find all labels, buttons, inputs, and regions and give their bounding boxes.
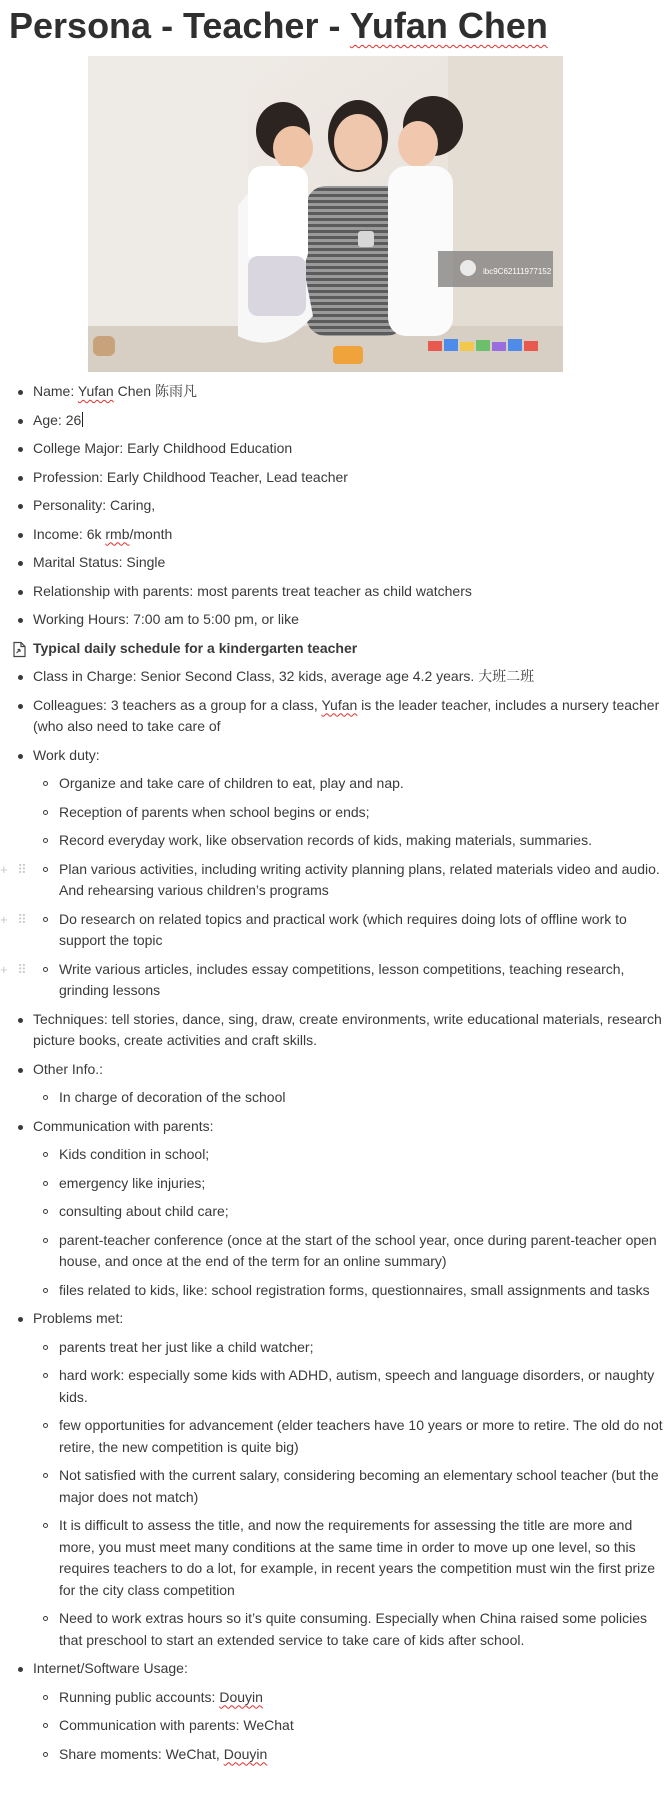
- page-link-icon: [11, 641, 28, 658]
- sub-item-problem-4: Not satisfied with the current salary, considering becoming an elementary school teacher (but the major does not match): [0, 1462, 665, 1512]
- drag-handle-icon[interactable]: + ⠿: [0, 861, 30, 877]
- teacher-photo: [88, 56, 563, 372]
- sub-item-problem-1: parents treat her just like a child watcher;: [0, 1334, 665, 1363]
- list-item-other-info: Other Info.:: [0, 1056, 665, 1085]
- sub-item-comm-1: Kids condition in school;: [0, 1141, 665, 1170]
- list-item-hours: Working Hours: 7:00 am to 5:00 pm, or like: [0, 606, 665, 635]
- sub-item-comm-4: parent-teacher conference (once at the start of the school year, once during parent-teacher open house, and once at the end of the term for an online summary): [0, 1227, 665, 1277]
- list-item-work-duty: Work duty:: [0, 742, 665, 771]
- list-item-income: Income: 6k rmb/month: [0, 521, 665, 550]
- sub-item-duty-2: Reception of parents when school begins or ends;: [0, 799, 665, 828]
- sub-item-software-3: Share moments: WeChat, Douyin: [0, 1741, 665, 1770]
- list-item-age[interactable]: Age: 26: [0, 407, 665, 436]
- list-item-relationship: Relationship with parents: most parents treat teacher as child watchers: [0, 578, 665, 607]
- sub-item-other-1: In charge of decoration of the school: [0, 1084, 665, 1113]
- list-item-class: Class in Charge: Senior Second Class, 32 kids, average age 4.2 years. 大班二班: [0, 663, 665, 692]
- sub-item-duty-1: Organize and take care of children to eat, play and nap.: [0, 770, 665, 799]
- photo-watermark: ibc9C62111977152: [483, 267, 552, 276]
- sub-item-problem-2: hard work: especially some kids with ADHD, autism, speech and language disorders, or naughty kids.: [0, 1362, 665, 1412]
- list-item-name: Name: Yufan Chen 陈雨凡: [0, 378, 665, 407]
- drag-handle-icon[interactable]: + ⠿: [0, 961, 30, 977]
- list-item-techniques: Techniques: tell stories, dance, sing, draw, create environments, write educational materials, research picture books, create activities and craft skills.: [0, 1006, 665, 1056]
- page-title-prefix: Persona - Teacher -: [9, 5, 350, 46]
- schedule-page-link[interactable]: [0, 635, 665, 664]
- page-title-name: Yufan Chen: [349, 5, 548, 46]
- teacher-with-children-photo-icon: [88, 56, 563, 372]
- sub-item-duty-3: Record everyday work, like observation records of kids, making materials, summaries.: [0, 827, 665, 856]
- list-item-software: Internet/Software Usage:: [0, 1655, 665, 1684]
- sub-item-software-1: Running public accounts: Douyin: [0, 1684, 665, 1713]
- sub-item-software-2: Communication with parents: WeChat: [0, 1712, 665, 1741]
- page-title: [9, 2, 548, 50]
- text-caret: [82, 412, 83, 427]
- sub-item-problem-6: Need to work extras hours so it’s quite consuming. Especially when China raised some policies that preschool to start an extended service to take care of kids after school.: [0, 1605, 665, 1655]
- sub-item-comm-3: consulting about child care;: [0, 1198, 665, 1227]
- list-item-profession: Profession: Early Childhood Teacher, Lead teacher: [0, 464, 665, 493]
- persona-list: [0, 378, 665, 1769]
- list-item-marital: Marital Status: Single: [0, 549, 665, 578]
- list-item-communication: Communication with parents:: [0, 1113, 665, 1142]
- sub-item-problem-3: few opportunities for advancement (elder teachers have 10 years or more to retire. The old do not retire, the new competition is quite big): [0, 1412, 665, 1462]
- list-item-problems: Problems met:: [0, 1305, 665, 1334]
- sub-item-duty-6: + ⠿ Write various articles, includes essay competitions, lesson competitions, teaching research, grinding lessons: [0, 960, 625, 998]
- sub-item-comm-5: files related to kids, like: school registration forms, questionnaires, small assignments and tasks: [0, 1277, 665, 1306]
- schedule-page-link-label: Typical daily schedule for a kindergarten teacher: [33, 639, 358, 656]
- list-item-personality: Personality: Caring,: [0, 492, 665, 521]
- sub-item-problem-5: It is difficult to assess the title, and now the requirements for assessing the title are more and more, you must meet many conditions at the same time in order to move up one level, so this requires teachers to do a lot, for example, in recent years the competition must win the first prize for the city class competition: [0, 1512, 665, 1605]
- list-item-colleagues: Colleagues: 3 teachers as a group for a class, Yufan is the leader teacher, includes a nursery teacher (who also need to take care of: [0, 692, 665, 742]
- drag-handle-icon[interactable]: + ⠿: [0, 911, 30, 927]
- sub-item-comm-2: emergency like injuries;: [0, 1170, 665, 1199]
- sub-item-duty-5: + ⠿ Do research on related topics and practical work (which requires doing lots of offline work to support the topic: [0, 910, 627, 948]
- list-item-major: College Major: Early Childhood Education: [0, 435, 665, 464]
- sub-item-duty-4: + ⠿ Plan various activities, including writing activity planning plans, related materials video and audio. And rehearsing various children’s programs: [0, 860, 660, 898]
